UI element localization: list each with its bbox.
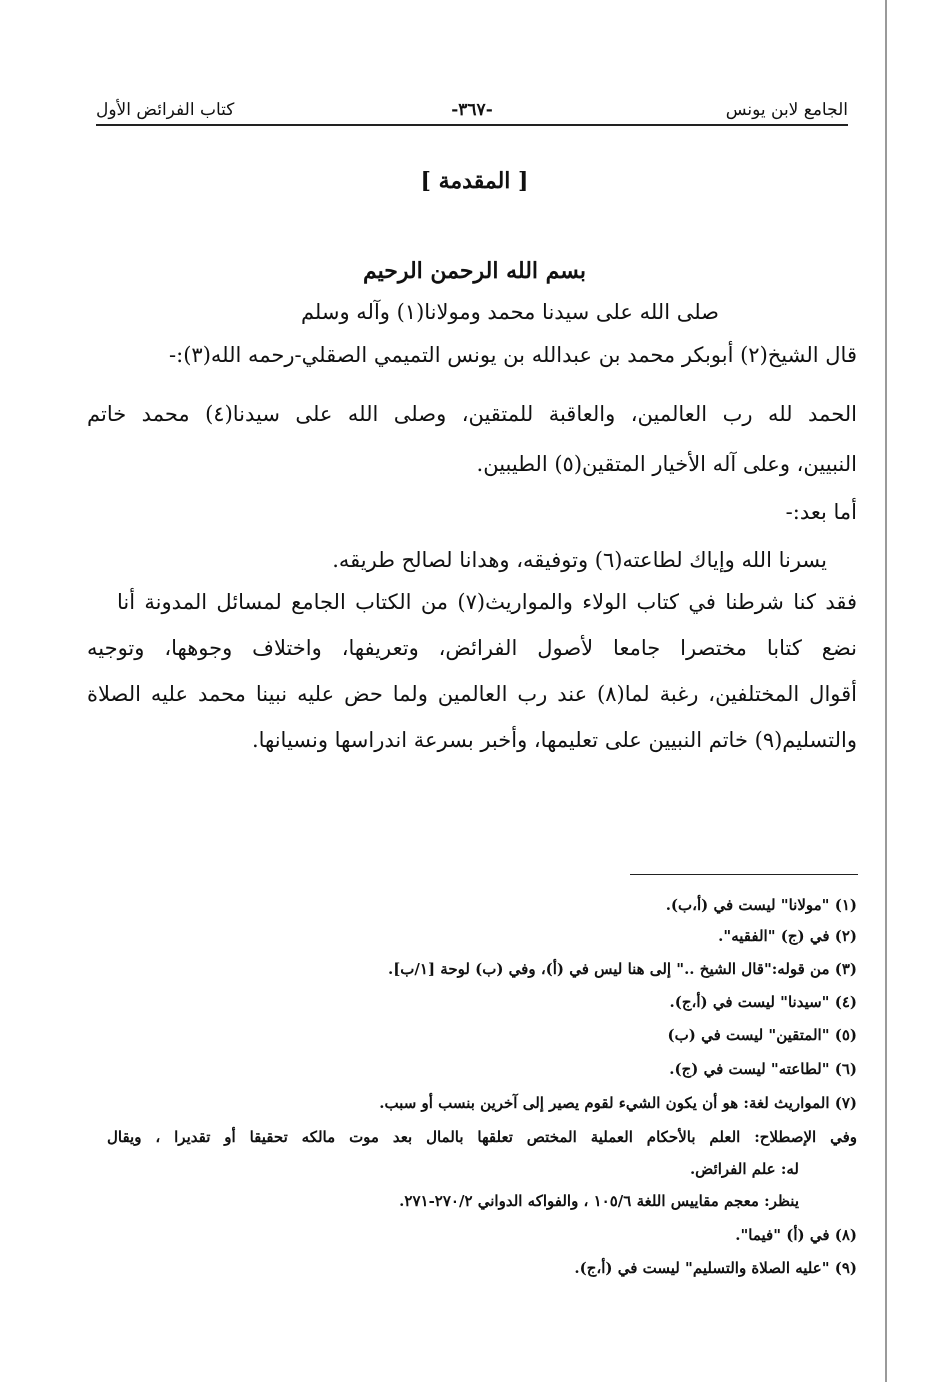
footnote-8: (٨) في (أ) "فيما". [735, 1226, 857, 1244]
amma-baad-line: أما بعد:- [785, 500, 857, 524]
footnote-7: (٧) المواريث لغة: هو أن يكون الشيء لقوم يصير إلى آخرين بنسب أو سبب. [379, 1094, 857, 1112]
chapter-title: كتاب الفرائض الأول [96, 100, 235, 120]
footnote-7-continuation: وفي الإصطلاح: العلم بالأحكام العملية المختص تعلقها بالمال بعد موت مالكه تحقيقا أو تقديرا ، ويقال [107, 1128, 857, 1146]
book-title: الجامع لابن يونس [725, 100, 848, 120]
dua-line: يسرنا الله وإياك لطاعته(٦) وتوفيقه، وهدانا لصالح طريقه. [332, 548, 827, 572]
footnote-7-references: ينظر: معجم مقاييس اللغة ١٠٥/٦ ، والفواكه الدواني ٢٧٠/٢-٢٧١. [399, 1192, 799, 1210]
basmala: بسم الله الرحمن الرحيم [362, 258, 587, 284]
page-number: -٣٦٧- [451, 100, 493, 120]
footnote-7-term: له: علم الفرائض. [689, 1160, 799, 1178]
footnote-rule [630, 874, 858, 875]
running-header [96, 96, 848, 126]
header-rule [96, 124, 848, 126]
footnote-2: (٢) في (ج) "الفقيه". [718, 927, 857, 945]
section-title: [ المقدمة ] [420, 168, 529, 194]
footnote-6: (٦) "لطاعته" ليست في (ج). [669, 1060, 857, 1078]
paragraph-line-1: فقد كنا شرطنا في كتاب الولاء والمواريث(٧) من الكتاب الجامع لمسائل المدونة أنا [117, 590, 857, 614]
footnote-4: (٤) "سيدنا" ليست في (أ،ج). [669, 993, 857, 1011]
paragraph-line-4: والتسليم(٩) خاتم النبيين على تعليمها، وأخبر بسرعة اندراسها ونسيانها. [251, 728, 857, 752]
footnote-9: (٩) "عليه الصلاة والتسليم" ليست في (أ،ج). [574, 1259, 857, 1277]
footnote-5: (٥) "المتقين" ليست في (ب) [667, 1026, 857, 1044]
paragraph-line-3: أقوال المختلفين، رغبة لما(٨) عند رب العالمين ولما حض عليه نبينا محمد عليه الصلاة [87, 682, 857, 706]
hamd-line-1: الحمد لله رب العالمين، والعاقبة للمتقين، وصلى الله على سيدنا(٤) محمد خاتم [87, 402, 857, 426]
hamd-line-2: النبيين، وعلى آله الأخيار المتقين(٥) الطيبين. [476, 452, 857, 476]
paragraph-line-2: نضع كتابا مختصرا جامعا لأصول الفرائض، وتعريفها، واختلاف وجوهها، وتوجيه [87, 636, 857, 660]
salutation-line: صلى الله على سيدنا محمد ومولانا(١) وآله وسلم [300, 300, 719, 324]
author-line: قال الشيخ(٢) أبوبكر محمد بن عبدالله بن يونس التميمي الصقلي-رحمه الله(٣):- [169, 343, 857, 367]
footnote-3: (٣) من قوله:"قال الشيخ .." إلى هنا ليس في (أ)، وفي (ب) لوحة [١/ب]. [387, 960, 857, 978]
footnote-1: (١) "مولانا" ليست في (أ،ب). [665, 896, 857, 914]
